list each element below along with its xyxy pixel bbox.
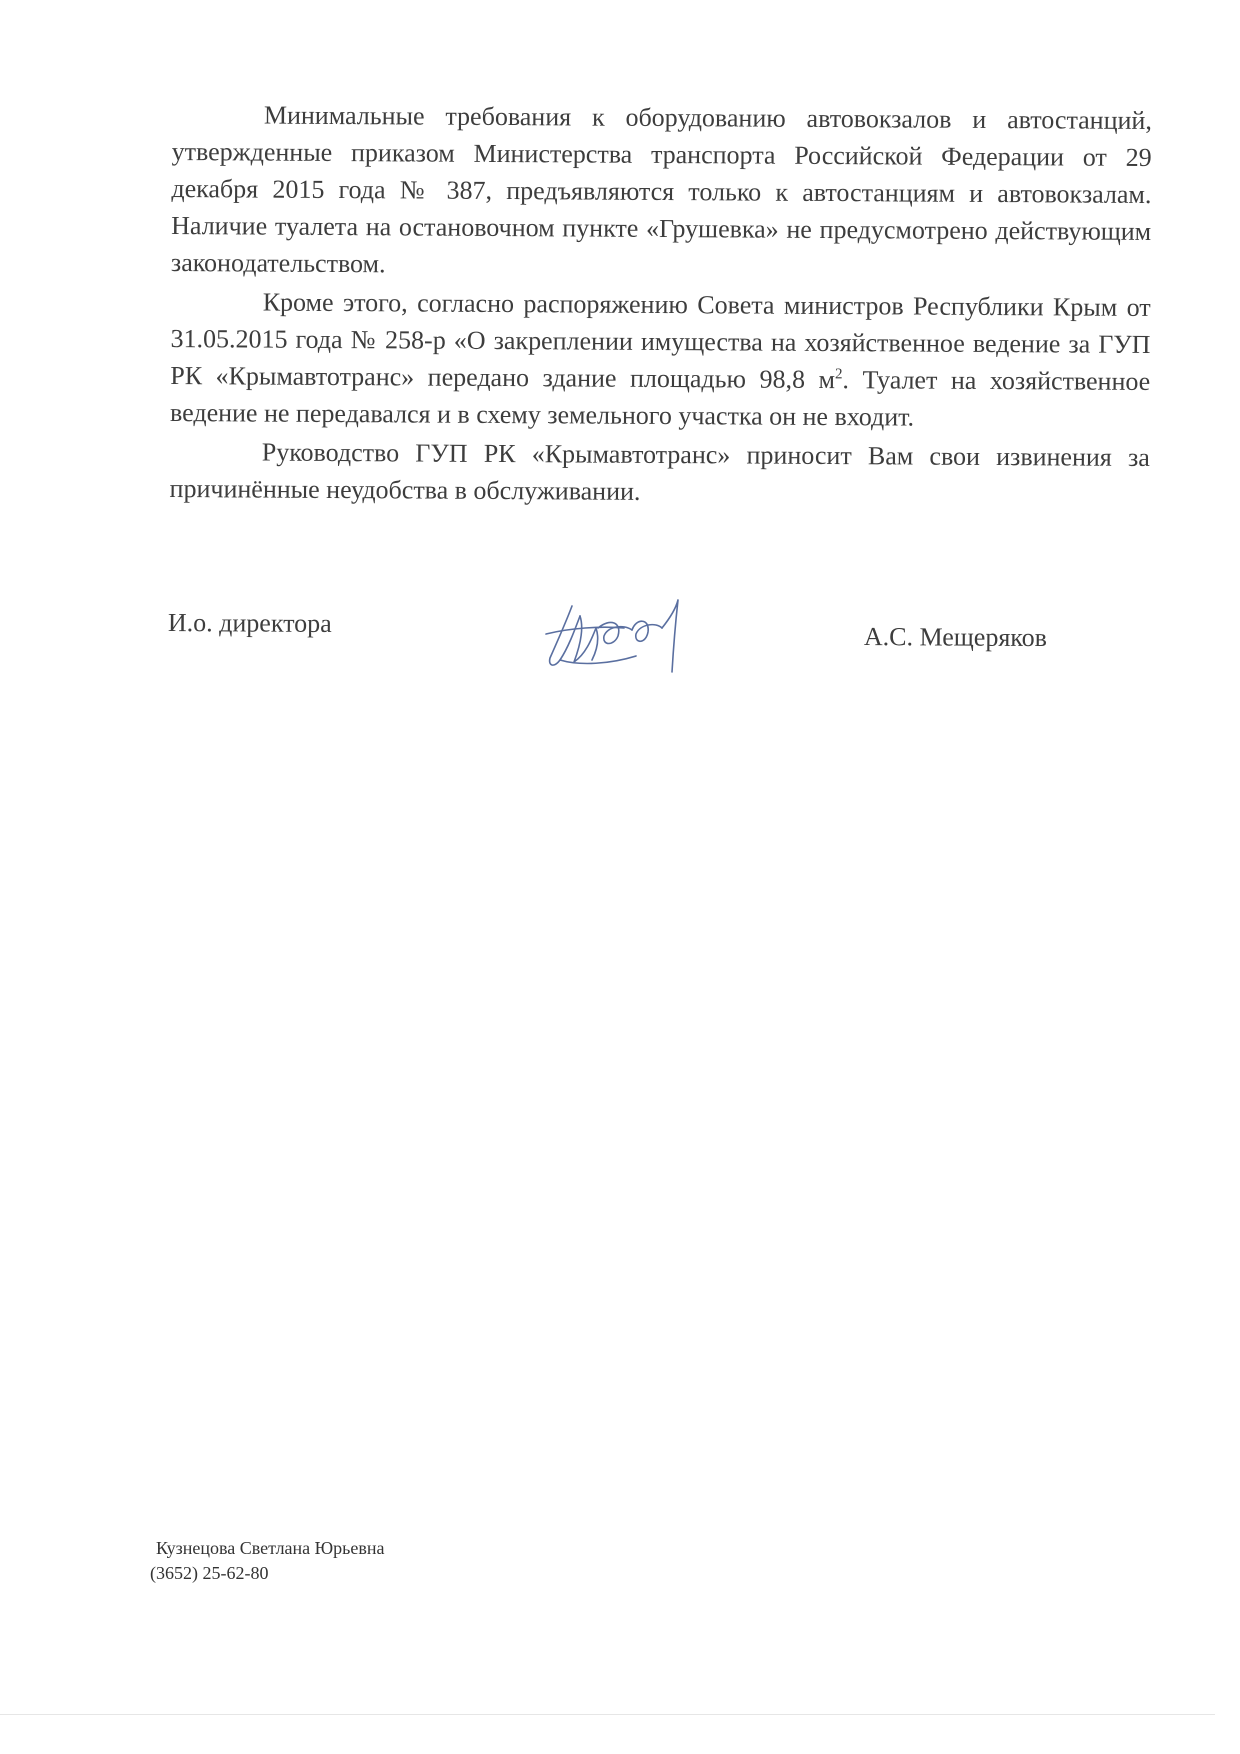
paragraph-property	[170, 283, 1151, 437]
paragraph-apology	[169, 433, 1149, 513]
letter-body	[169, 96, 1152, 515]
executor-phone: (3652) 25-62-80	[150, 1563, 269, 1583]
area-unit-superscript: 2	[834, 366, 843, 383]
paragraph-requirements-text: Минимальные требования к оборудованию автовокзалов и автостанций, утвержденные приказом Министерства транспорта Российской Федерации от 29 декабря 2015 года № 387, предъявляются только к автостанциям и автовокзалам. Наличие туалета на остановочном пункте «Грушевка» не предусмотрено действующим законодательством.	[170, 100, 1152, 279]
executor-block	[150, 1536, 385, 1586]
executor-name: Кузнецова Светлана Юрьевна	[156, 1538, 385, 1558]
paragraph-apology-text: Руководство ГУП РК «Крымавтотранс» приносит Вам свои извинения за причинённые неудобства в обслуживании.	[169, 437, 1150, 506]
handwritten-signature-icon	[540, 588, 690, 678]
paragraph-property-text: Кроме этого, согласно распоряжению Совета министров Республики Крым от 31.05.2015 года № 258-р «О закреплении имущества на хозяйственное ведение за ГУП РК «Крымавтотранс» передано здание площадью 98,8 м	[170, 287, 1151, 395]
signer-name: А.С. Мещеряков	[863, 622, 1048, 653]
scan-edge-divider	[0, 1714, 1215, 1715]
paragraph-requirements	[171, 96, 1152, 287]
paragraph-property-text-end: . Туалет на хозяйственное ведение не передавался и в схему земельного участка он не входит.	[169, 365, 1151, 432]
signer-position: И.о. директора	[167, 608, 332, 639]
